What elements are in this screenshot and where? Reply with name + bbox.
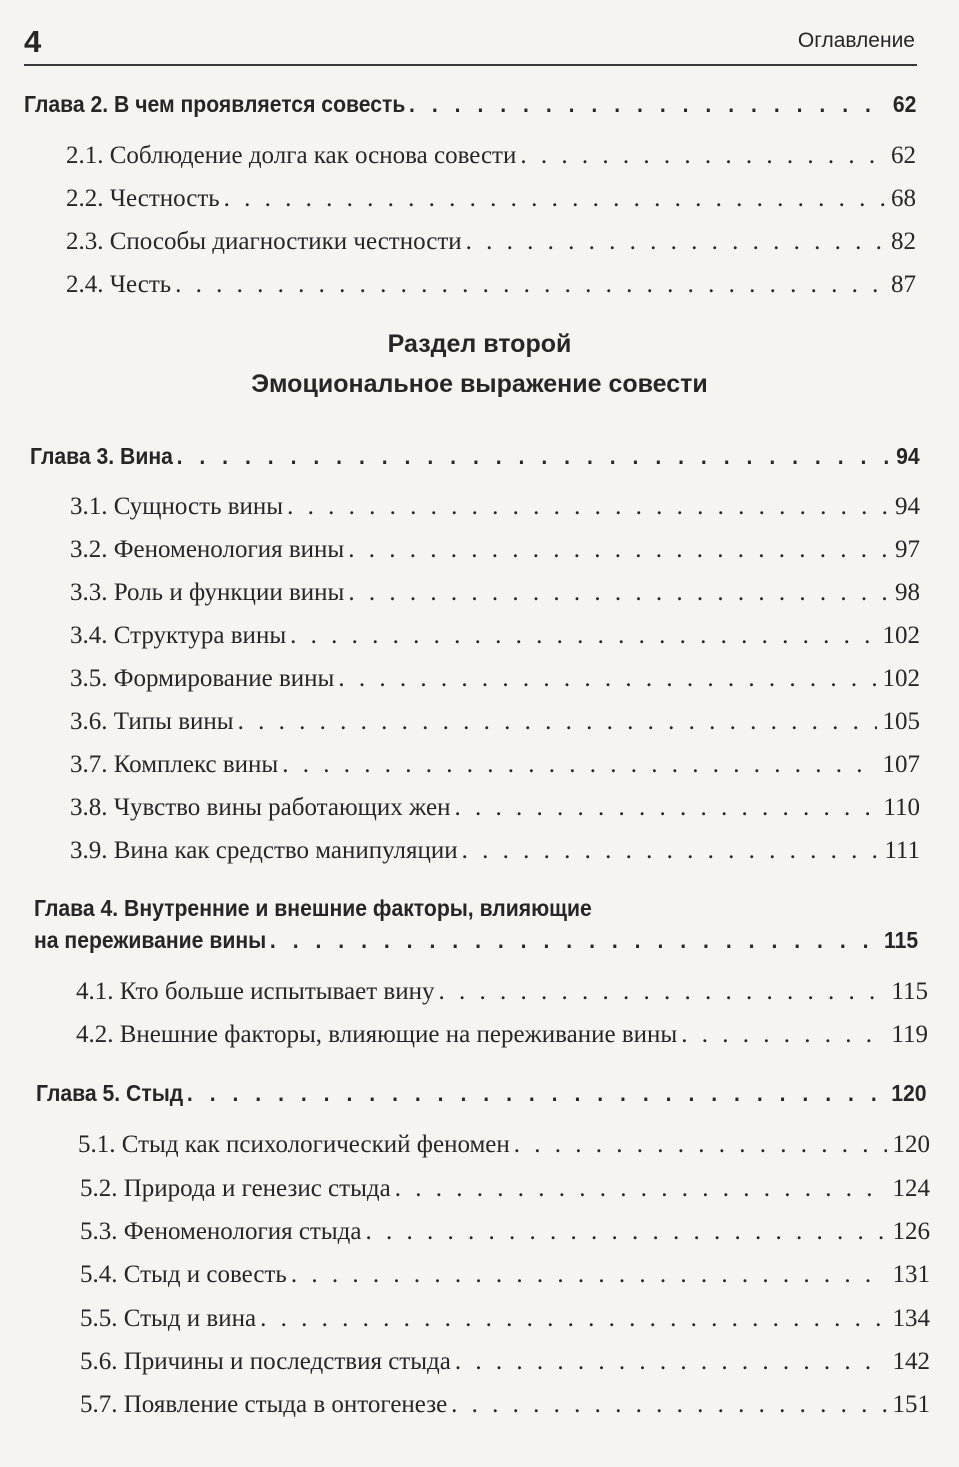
toc-chapter-title: Глава 2. В чем проявляется совесть: [24, 91, 406, 117]
leader-dots: [514, 1129, 887, 1161]
toc-page-number: 94: [896, 443, 920, 469]
toc-page-number: 107: [882, 751, 920, 778]
toc-item: [76, 1019, 928, 1051]
toc-item: [66, 140, 916, 172]
leader-dots: [175, 269, 885, 301]
leader-dots: [438, 976, 885, 1008]
toc-item: [70, 663, 920, 695]
toc-page-number: 97: [895, 536, 920, 563]
leader-dots: [455, 1346, 887, 1378]
toc-page-number: 111: [884, 837, 920, 864]
toc-item: [70, 792, 920, 824]
toc-item-title: 5.1. Стыд как психологический феномен: [78, 1131, 510, 1158]
toc-item-title: 3.1. Сущность вины: [70, 493, 284, 520]
toc-page-number: 126: [892, 1218, 930, 1245]
toc-item-title: 3.4. Структура вины: [70, 622, 287, 649]
toc-item-title: 2.4. Честь: [66, 271, 172, 298]
toc-item-title: 5.6. Причины и последствия стыда: [80, 1348, 451, 1375]
toc-page-number: 102: [882, 665, 920, 692]
toc-item-title: 3.2. Феноменология вины: [70, 536, 345, 563]
toc-page-number: 142: [892, 1348, 930, 1375]
toc-chapter-4: [34, 925, 918, 955]
toc-chapter-2: [24, 89, 916, 119]
section-title: Эмоциональное выражение совести: [251, 370, 708, 398]
toc-item-title: 5.7. Появление стыда в онтогенезе: [80, 1391, 448, 1418]
toc-item: [80, 1173, 930, 1205]
toc-item-title: 5.3. Феноменология стыда: [80, 1218, 362, 1245]
toc-chapter-title: Глава 3. Вина: [30, 443, 173, 469]
toc-page-number: 110: [883, 794, 920, 821]
toc-page-number: 124: [892, 1175, 930, 1202]
toc-item-title: 5.4. Стыд и совесть: [80, 1261, 287, 1288]
section-label: Раздел второй: [387, 330, 572, 358]
toc-item: [80, 1259, 930, 1291]
leader-dots: [238, 706, 877, 738]
leader-dots: [287, 491, 889, 523]
toc-page-number: 68: [891, 185, 916, 212]
leader-dots: [520, 140, 885, 172]
leader-dots: [224, 183, 885, 215]
toc-item-title: 3.5. Формирование вины: [70, 665, 335, 692]
leader-dots: [454, 792, 877, 824]
leader-dots: [395, 1173, 887, 1205]
leader-dots: [290, 620, 876, 652]
leader-dots: [260, 1303, 886, 1335]
toc-chapter-5: [36, 1078, 927, 1108]
toc-item-title: 2.2. Честность: [66, 185, 220, 212]
leader-dots: [348, 577, 889, 609]
toc-chapter-4-line1: Глава 4. Внутренние и внешние факторы, влияющие: [34, 895, 592, 921]
leader-dots: [270, 925, 879, 955]
toc-item: [70, 491, 920, 523]
toc-chapter-title: на переживание вины: [34, 927, 267, 953]
toc-page-number: 120: [891, 1080, 927, 1106]
toc-item-title: 3.7. Комплекс вины: [70, 751, 279, 778]
toc-item-title: 2.1. Соблюдение долга как основа совести: [66, 142, 517, 169]
toc-item: [70, 835, 920, 867]
toc-item: [66, 183, 916, 215]
leader-dots: [462, 835, 879, 867]
leader-dots: [187, 1078, 886, 1108]
page-number: 4: [24, 24, 42, 59]
leader-dots: [451, 1389, 886, 1421]
toc-page-number: 131: [892, 1261, 930, 1288]
running-title: Оглавление: [797, 29, 915, 52]
toc-item: [66, 269, 916, 301]
leader-dots: [348, 534, 889, 566]
leader-dots: [338, 663, 876, 695]
toc-item: [66, 226, 916, 258]
toc-item-title: 4.2. Внешние факторы, влияющие на переживание вины: [76, 1021, 678, 1048]
toc-item: [78, 1129, 930, 1161]
toc-page-number: 102: [882, 622, 920, 649]
toc-page-number: 120: [892, 1131, 930, 1158]
toc-item-title: 5.5. Стыд и вина: [80, 1305, 257, 1332]
toc-page-number: 82: [891, 228, 916, 255]
toc-page-number: 87: [891, 271, 916, 298]
toc-page-number: 98: [895, 579, 920, 606]
toc-page-number: 115: [891, 978, 928, 1005]
header-rule: [24, 64, 917, 66]
toc-item: [80, 1346, 930, 1378]
leader-dots: [365, 1216, 886, 1248]
leader-dots: [291, 1259, 887, 1291]
toc-chapter-3: [30, 441, 920, 471]
toc-page-number: 151: [892, 1391, 930, 1418]
toc-page-number: 94: [895, 493, 920, 520]
leader-dots: [409, 89, 887, 119]
toc-item: [70, 706, 920, 738]
leader-dots: [681, 1019, 885, 1051]
toc-item-title: 4.1. Кто больше испытывает вину: [76, 978, 435, 1005]
toc-item: [70, 534, 920, 566]
toc-item: [80, 1216, 930, 1248]
leader-dots: [466, 226, 885, 258]
toc-item-title: 3.8. Чувство вины работающих жен: [70, 794, 451, 821]
toc-page-number: 62: [892, 91, 917, 117]
toc-item: [76, 976, 928, 1008]
leader-dots: [282, 749, 876, 781]
toc-item-title: 5.2. Природа и генезис стыда: [80, 1175, 391, 1202]
toc-item: [80, 1303, 930, 1335]
toc-item: [70, 749, 920, 781]
toc-item-title: 2.3. Способы диагностики честности: [66, 228, 462, 255]
toc-item: [70, 577, 920, 609]
toc-page-number: 115: [883, 927, 919, 953]
toc-item: [70, 620, 920, 652]
toc-item-title: 3.9. Вина как средство манипуляции: [70, 837, 458, 864]
leader-dots: [177, 441, 891, 471]
toc-page-number: 119: [891, 1021, 928, 1048]
toc-item-title: 3.3. Роль и функции вины: [70, 579, 345, 606]
toc-chapter-title: Глава 5. Стыд: [36, 1080, 184, 1106]
page-header: [24, 24, 915, 60]
toc-item: [80, 1389, 930, 1421]
toc-item-title: 3.6. Типы вины: [70, 708, 234, 735]
toc-page-number: 105: [882, 708, 920, 735]
toc-page-number: 134: [892, 1305, 930, 1332]
toc-page-number: 62: [891, 142, 916, 169]
